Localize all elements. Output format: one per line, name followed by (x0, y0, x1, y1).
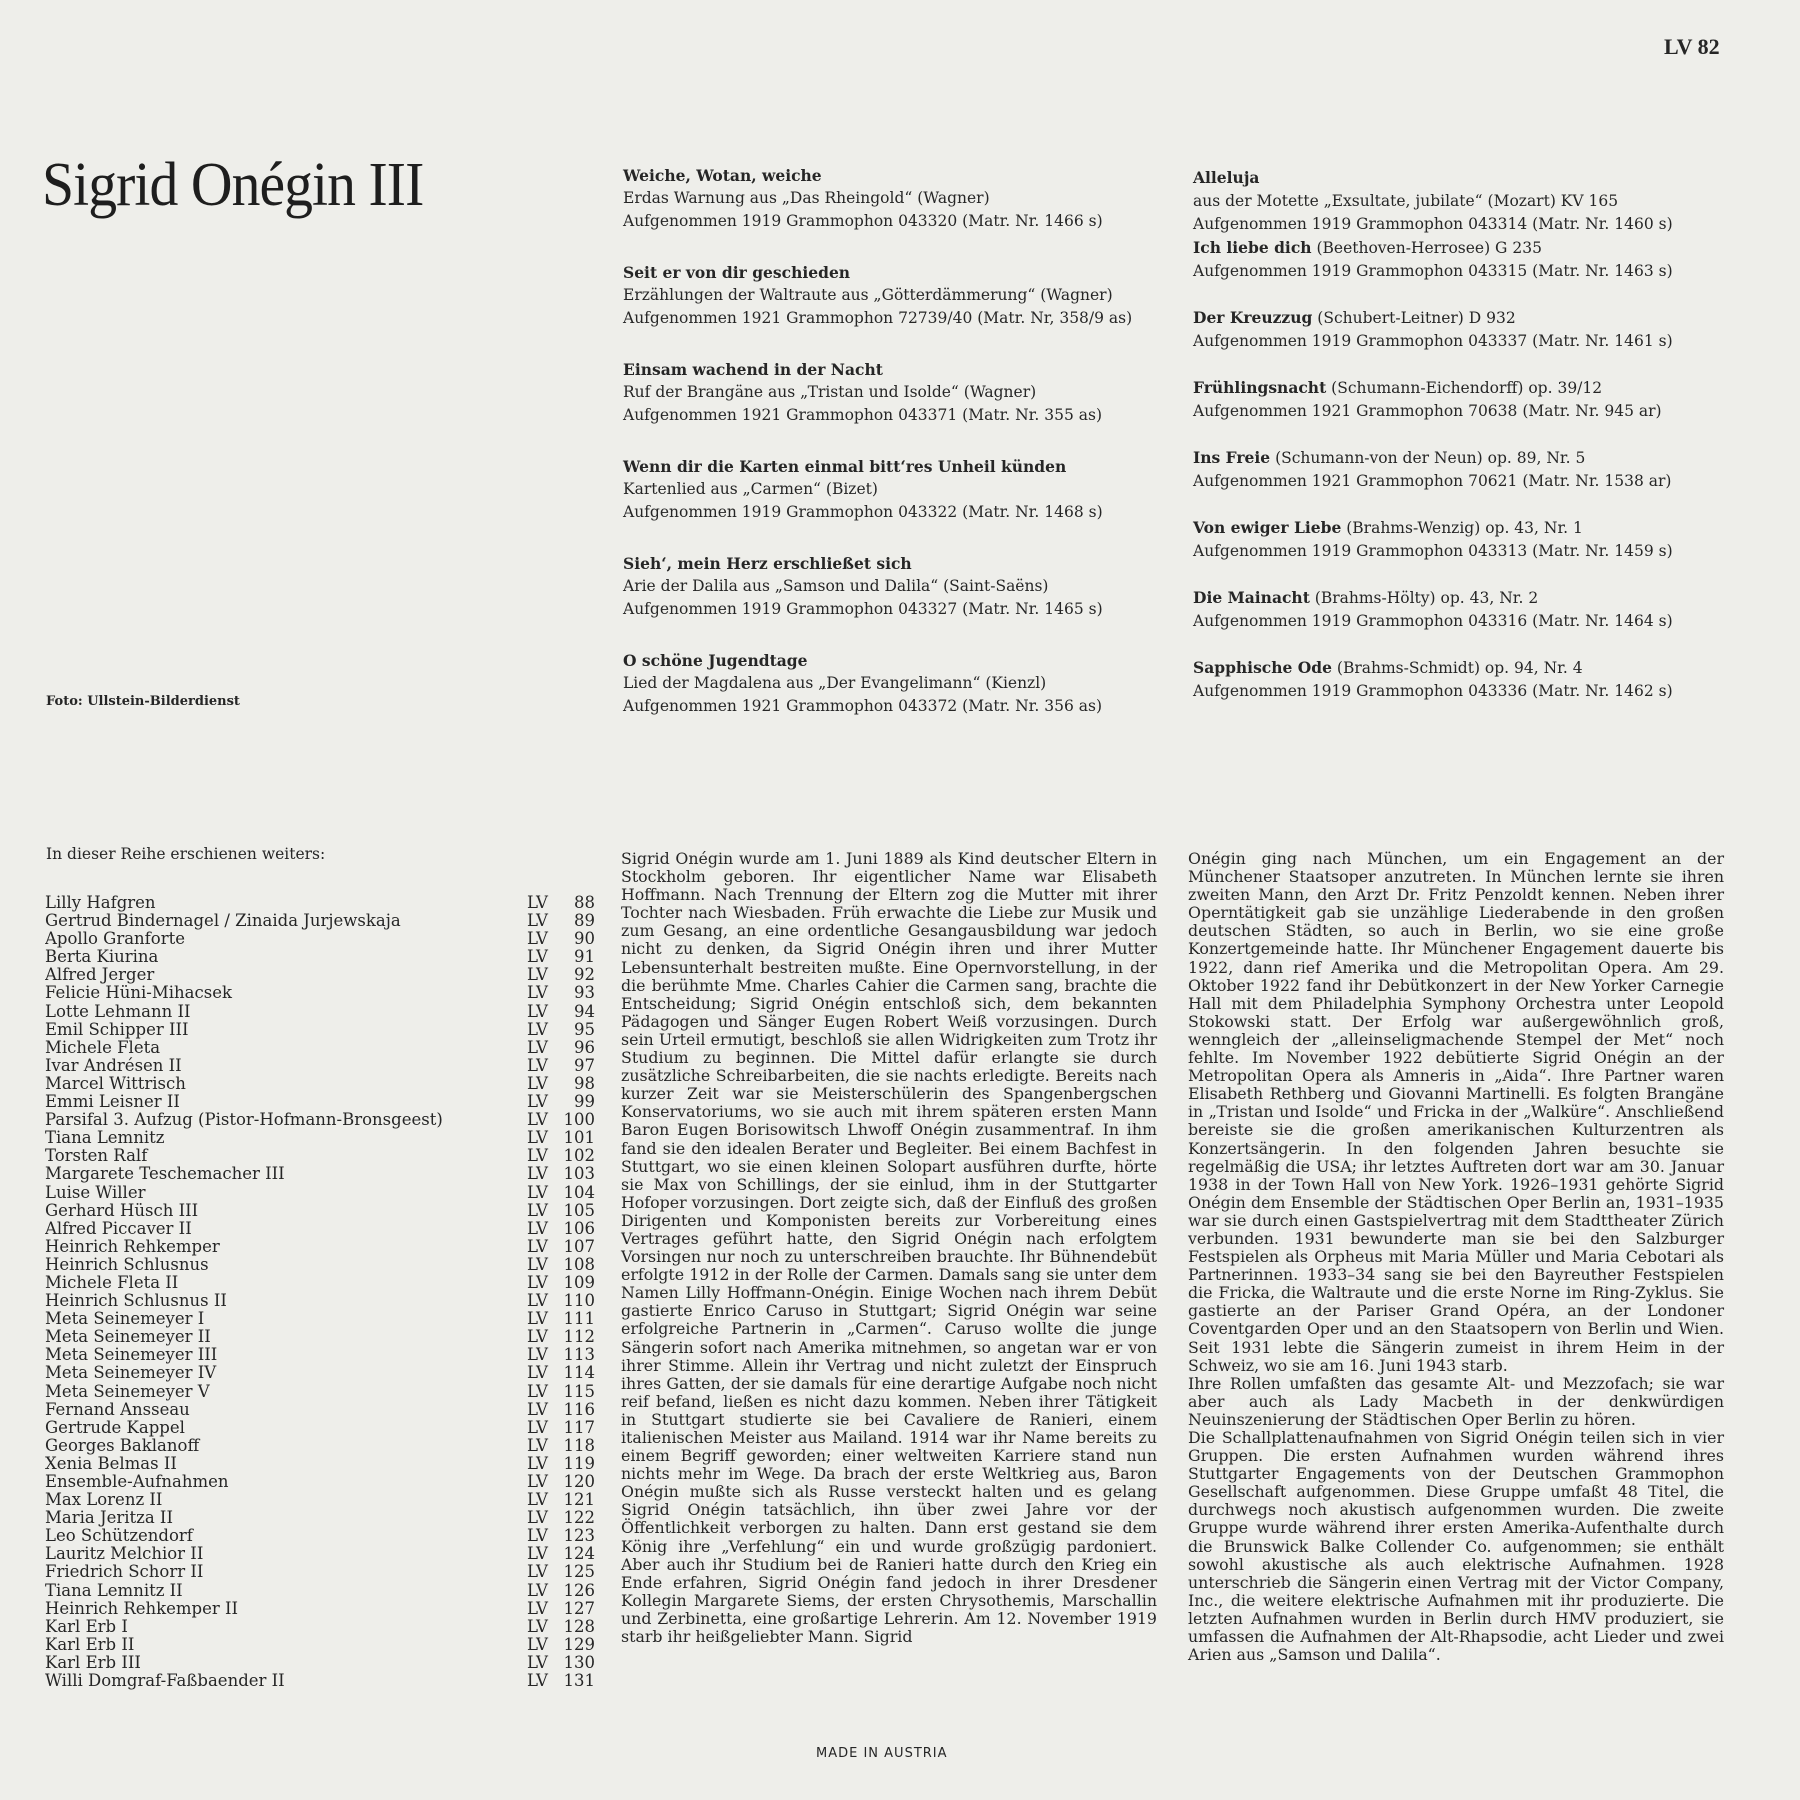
series-item (45, 930, 595, 948)
series-item-prefix: LV (527, 893, 548, 912)
track-composer: (Brahms-Schmidt) op. 94, Nr. 4 (1331, 659, 1583, 677)
catalog-number: LV 82 (1664, 34, 1720, 59)
series-item (45, 1256, 595, 1274)
series-item-prefix: LV (527, 947, 548, 967)
series-item-prefix: LV (527, 983, 548, 1003)
series-item (45, 1057, 595, 1075)
track-item (1193, 166, 1783, 236)
series-item-name: Fernand Ansseau (45, 1400, 190, 1419)
track-source: Arie der Dalila aus „Samson und Dalila“ (Saint-Saëns) (623, 577, 1049, 595)
track-title: Einsam wachend in der Nacht (623, 360, 883, 379)
series-item-number: 95 (574, 1019, 595, 1039)
series-item (45, 1654, 595, 1672)
track-title: Ins Freie (1193, 448, 1271, 467)
track-recording: Aufgenommen 1921 Grammophon 043371 (Matr. Nr. 355 as) (623, 406, 1103, 424)
series-item-number: 123 (563, 1526, 595, 1546)
series-item-number: 122 (563, 1508, 595, 1528)
series-item-name: Marcel Wittrisch (45, 1074, 186, 1093)
series-item-name: Meta Seinemeyer I (45, 1310, 205, 1329)
series-item-prefix: LV (527, 929, 548, 949)
track-item (623, 649, 1183, 746)
album-title: Sigrid Onégin III (42, 151, 424, 219)
series-item-prefix: LV (527, 1200, 548, 1220)
series-item (45, 1093, 595, 1111)
series-item (45, 1202, 595, 1220)
series-item (45, 1039, 595, 1057)
biography-column-1 (621, 850, 1157, 1646)
series-item-prefix: LV (527, 1363, 548, 1383)
series-item-name: Meta Seinemeyer III (45, 1346, 218, 1365)
series-item-prefix: LV (527, 1634, 548, 1654)
series-item-name: Alfred Jerger (45, 966, 155, 985)
series-item (45, 1509, 595, 1527)
series-item-number: 106 (563, 1218, 595, 1238)
series-item-number: 102 (563, 1146, 595, 1166)
series-item (45, 1075, 595, 1093)
track-source: Erdas Warnung aus „Das Rheingold“ (Wagner) (623, 189, 990, 207)
series-item-number: 93 (574, 983, 595, 1003)
series-item (45, 1364, 595, 1382)
track-source: Ruf der Brangäne aus „Tristan und Isolde“ (Wagner) (623, 383, 1037, 401)
series-item-name: Maria Jeritza II (45, 1509, 173, 1528)
series-item (45, 984, 595, 1002)
track-item (1193, 306, 1783, 376)
series-item-name: Tiana Lemnitz (45, 1129, 165, 1148)
biography-column-2 (1188, 850, 1724, 1664)
track-composer: (Beethoven-Herrosee) G 235 (1311, 239, 1542, 257)
track-item (1193, 656, 1783, 726)
series-item-prefix: LV (527, 1381, 548, 1401)
series-item (45, 1147, 595, 1165)
series-item (45, 1274, 595, 1292)
series-item-name: Lotte Lehmann II (45, 1002, 191, 1021)
track-item (623, 358, 1183, 455)
track-item (1193, 236, 1783, 306)
track-title: Weiche, Wotan, weiche (623, 166, 822, 185)
series-item-prefix: LV (527, 1001, 548, 1021)
series-item-prefix: LV (527, 1037, 548, 1057)
series-item-prefix: LV (527, 1671, 548, 1691)
series-item-name: Heinrich Schlusnus II (45, 1292, 227, 1311)
track-recording: Aufgenommen 1919 Grammophon 043336 (Matr. Nr. 1462 s) (1193, 682, 1673, 700)
track-title: Seit er von dir geschieden (623, 263, 851, 282)
series-item (45, 1563, 595, 1581)
track-source: Lied der Magdalena aus „Der Evangelimann“ (Kienzl) (623, 674, 1047, 692)
track-composer: (Schubert-Leitner) D 932 (1312, 309, 1516, 327)
series-item-number: 94 (574, 1001, 595, 1021)
series-item-prefix: LV (527, 1399, 548, 1419)
series-item-number: 88 (574, 893, 595, 912)
series-item-number: 115 (563, 1381, 595, 1401)
series-item-name: Karl Erb II (45, 1635, 135, 1654)
series-item-prefix: LV (527, 1092, 548, 1112)
track-item (1193, 586, 1783, 656)
series-item-prefix: LV (527, 1472, 548, 1491)
series-item-prefix: LV (527, 1580, 548, 1600)
series-item-prefix: LV (527, 1019, 548, 1039)
series-item-number: 130 (563, 1652, 595, 1672)
tracklist-right (1193, 166, 1783, 726)
biography-paragraph: Onégin ging nach München, um ein Engagement an der Münchener Staatsoper anzutreten. In München lernte sie ihren zweiten Mann, den Arzt Dr. Fritz Penzoldt kennen. Neben ihrer Operntätigkeit gab sie unzählige Liederabende in den großen deutschen Städten, so auch in Berlin, wo sie eine große Konzertgemeinde hatte. Ihr Münchener Engagement dauerte bis 1922, dann rief Amerika und die Metropolitan Opera. Am 29. Oktober 1922 fand ihr Debütkonzert in der New Yorker Carnegie Hall mit dem Philadelphia Symphony Orchestra unter Leopold Stokowski statt. Der Erfolg war außergewöhnlich groß, wenngleich der „alleinseligmachende Stempel der Met“ noch fehlte. Im November 1922 debütierte Sigrid Onégin an der Metropolitan Opera als Amneris in „Aida“. Ihre Partner waren Elisabeth Rethberg und Giovanni Martinelli. Es folgten Brangäne in „Tristan und Isolde“ und Fricka in der „Walküre“. Anschließend bereiste sie die großen amerikanischen Kulturzentren als Konzertsängerin. In den folgenden Jahren besuchte sie regelmäßig die USA; ihr letztes Auftreten dort war am 30. Januar 1938 in der Town Hall von New York. 1926–1931 gehörte Sigrid Onégin dem Ensemble der Städtischen Oper Berlin an, 1931–1935 war sie durch einen Gastspielvertrag mit dem Stadttheater Zürich verbunden. 1931 bewunderte man sie bei den Salzburger Festspielen als Orpheus mit Maria Müller und Maria Cebotari als Partnerinnen. 1933–34 sang sie bei den Bayreuther Festspielen die Fricka, die Waltraute und die erste Norne im Ring-Zyklus. Sie gastierte an der Pariser Grand Opéra, an der Londoner Coventgarden Oper und an den Staatsopern von Berlin und Wien. Seit 1931 lebte die Sängerin zumeist in ihrem Heim in der Schweiz, wo sie am 16. Juni 1943 starb. (1188, 849, 1724, 1375)
series-item-number: 89 (574, 911, 595, 931)
series-item (45, 948, 595, 966)
series-item (45, 1636, 595, 1654)
series-item-number: 97 (574, 1055, 595, 1075)
series-item (45, 1328, 595, 1346)
biography-paragraph: Sigrid Onégin wurde am 1. Juni 1889 als Kind deutscher Eltern in Stockholm geboren. Ihr eigentlicher Name war Elisabeth Hoffmann. Nach Trennung der Eltern zog die Mutter mit ihrer Tochter nach Wiesbaden. Früh erwachte die Liebe zur Musik und zum Gesang, an eine ordentliche Gesangausbildung war jedoch nicht zu denken, da Sigrid Onégin ihren und ihrer Mutter Lebensunterhalt bestreiten mußte. Eine Opernvorstellung, in der die berühmte Mme. Charles Cahier die Carmen sang, brachte die Entscheidung; Sigrid Onégin entschloß sich, dem bekannten Pädagogen und Sänger Eugen Robert Weiß vorzusingen. Durch sein Urteil ermutigt, beschloß sie allen Widrigkeiten zum Trotz ihr Studium zu beginnen. Die Mittel dafür erlangte sie durch zusätzliche Schreibarbeiten, die sie nachts erledigte. Bereits nach kurzer Zeit war sie Meisterschülerin des Spangenbergschen Konservatoriums, wo sie auch mit ihrem späteren ersten Mann Baron Eugen Borisowitsch Lhwoff Onégin zusammentraf. In ihm fand sie den idealen Berater und Begleiter. Bei einem Bachfest in Stuttgart, wo sie einen kleinen Solopart ausführen durfte, hörte sie Max von Schillings, der sie einlud, ihm in der Stuttgarter Hofoper vorzusingen. Dort zeigte sich, daß der Einfluß des großen Dirigenten und Komponisten bereits zur Vorbereitung eines Vertrages geführt hatte, den Sigrid Onégin nach erfolgtem Vorsingen nur noch zu unterschreiben brauchte. Ihr Bühnendebüt erfolgte 1912 in der Rolle der Carmen. Damals sang sie unter dem Namen Lilly Hoffmann-Onégin. Einige Wochen nach ihrem Debüt gastierte Enrico Caruso in Stuttgart; Sigrid Onégin war seine erfolgreiche Partnerin in „Carmen“. Caruso wollte die junge Sängerin sofort nach Amerika mitnehmen, so angetan war er von ihrer Stimme. Allein ihr Vertrag und nicht zuletzt der Einspruch ihres Gatten, der sie damals für eine derartige Aufgabe noch nicht reif befand, ließen es nicht dazu kommen. Neben ihrer Tätigkeit in Stuttgart studierte sie bei Cavaliere de Ranieri, einem italienischen Meister aus Mailand. 1914 war ihr Name bereits zu einem Begriff geworden; einer weltweiten Karriere stand nun nichts mehr im Wege. Da brach der erste Weltkrieg aus, Baron Onégin mußte sich als Russe versteckt halten und es gelang Sigrid Onégin tatsächlich, ihn über zwei Jahre vor der Öffentlichkeit verborgen zu halten. Dann erst gestand sie dem König ihre „Verfehlung“ ein und wurde großzügig pardoniert. Aber auch ihr Studium bei de Ranieri hatte durch den Krieg ein Ende erfahren, Sigrid Onégin fand jedoch in ihrer Dresdener Kollegin Margarete Siems, der ersten Chrysothemis, Marschallin und Zerbinetta, eine großartige Lehrerin. Am 12. November 1919 starb ihr heißgeliebter Mann. Sigrid (621, 849, 1157, 1647)
series-item-number: 92 (574, 965, 595, 985)
series-item-prefix: LV (527, 1453, 548, 1473)
series-item-number: 116 (563, 1399, 595, 1419)
series-item-name: Heinrich Schlusnus (45, 1255, 209, 1274)
series-item-prefix: LV (527, 1345, 548, 1365)
track-title: Ich liebe dich (1193, 238, 1312, 257)
series-item-name: Luise Willer (45, 1183, 146, 1202)
series-item-number: 114 (563, 1363, 595, 1383)
series-item-name: Tiana Lemnitz II (45, 1581, 183, 1600)
series-item-prefix: LV (527, 1309, 548, 1329)
series-item-prefix: LV (527, 1128, 548, 1148)
series-item-prefix: LV (527, 1652, 548, 1672)
series-item-number: 113 (563, 1345, 595, 1365)
track-recording: Aufgenommen 1919 Grammophon 043313 (Matr. Nr. 1459 s) (1193, 542, 1673, 560)
series-item-name: Willi Domgraf-Faßbaender II (45, 1672, 285, 1691)
series-item (45, 1184, 595, 1202)
series-item-name: Friedrich Schorr II (45, 1563, 204, 1582)
series-item-prefix: LV (527, 1435, 548, 1455)
series-heading: In dieser Reihe erschienen weiters: (46, 845, 326, 863)
track-title: Von ewiger Liebe (1193, 518, 1342, 537)
series-item (45, 1437, 595, 1455)
track-title: Der Kreuzzug (1193, 308, 1313, 327)
series-item-name: Meta Seinemeyer V (45, 1382, 210, 1401)
series-item-prefix: LV (527, 1218, 548, 1238)
series-item-prefix: LV (527, 1073, 548, 1093)
series-item-prefix: LV (527, 1272, 548, 1292)
series-item-name: Leo Schützendorf (45, 1527, 193, 1546)
series-item-prefix: LV (527, 1110, 548, 1130)
track-source: Kartenlied aus „Carmen“ (Bizet) (623, 480, 878, 498)
series-item-name: Meta Seinemeyer IV (45, 1364, 217, 1383)
track-item (623, 455, 1183, 552)
track-title: Wenn dir die Karten einmal bitt‘res Unheil künden (623, 457, 1067, 476)
series-item-number: 118 (563, 1435, 595, 1455)
track-composer: (Schumann-von der Neun) op. 89, Nr. 5 (1270, 449, 1586, 467)
series-item-prefix: LV (527, 965, 548, 985)
track-recording: Aufgenommen 1919 Grammophon 043337 (Matr. Nr. 1461 s) (1193, 332, 1673, 350)
series-item-number: 124 (563, 1544, 595, 1564)
series-item-prefix: LV (527, 1236, 548, 1256)
series-item-prefix: LV (527, 1616, 548, 1636)
series-item-number: 99 (574, 1092, 595, 1112)
made-in-label: MADE IN AUSTRIA (816, 1746, 948, 1761)
series-item-number: 105 (563, 1200, 595, 1220)
series-item-number: 96 (574, 1037, 595, 1057)
series-item-number: 129 (563, 1634, 595, 1654)
series-item-name: Felicie Hüni-Mihacsek (45, 984, 232, 1003)
track-source: aus der Motette „Exsultate, jubilate“ (Mozart) KV 165 (1193, 192, 1619, 210)
series-item-name: Karl Erb III (45, 1653, 141, 1672)
track-recording: Aufgenommen 1919 Grammophon 043327 (Matr. Nr. 1465 s) (623, 600, 1103, 618)
track-item (623, 261, 1183, 358)
track-composer: (Brahms-Wenzig) op. 43, Nr. 1 (1341, 519, 1583, 537)
track-item (1193, 376, 1783, 446)
track-item (623, 164, 1183, 261)
series-item (45, 1473, 595, 1491)
series-item-number: 100 (563, 1110, 595, 1130)
series-item-number: 121 (563, 1490, 595, 1510)
series-item (45, 1003, 595, 1021)
series-item-number: 107 (563, 1236, 595, 1256)
series-item-name: Lilly Hafgren (45, 894, 156, 912)
track-recording: Aufgenommen 1921 Grammophon 72739/40 (Matr. Nr, 358/9 as) (623, 309, 1133, 327)
series-item-name: Michele Fleta (45, 1038, 161, 1057)
series-item-name: Emmi Leisner II (45, 1093, 180, 1112)
series-item-name: Torsten Ralf (45, 1147, 148, 1166)
track-composer: (Schumann-Eichendorff) op. 39/12 (1326, 379, 1603, 397)
series-item-number: 126 (563, 1580, 595, 1600)
series-item-prefix: LV (527, 1055, 548, 1075)
track-recording: Aufgenommen 1919 Grammophon 043316 (Matr. Nr. 1464 s) (1193, 612, 1673, 630)
series-item-prefix: LV (527, 1417, 548, 1437)
series-item-number: 127 (563, 1598, 595, 1618)
series-item-number: 109 (563, 1272, 595, 1292)
series-item-prefix: LV (527, 911, 548, 931)
series-item-name: Berta Kiurina (45, 948, 159, 967)
track-recording: Aufgenommen 1921 Grammophon 70638 (Matr. Nr. 945 ar) (1193, 402, 1662, 420)
series-item-number: 117 (563, 1417, 595, 1437)
series-item-name: Heinrich Rehkemper II (45, 1599, 239, 1618)
track-recording: Aufgenommen 1919 Grammophon 043320 (Matr. Nr. 1466 s) (623, 212, 1103, 230)
series-item-name: Meta Seinemeyer II (45, 1328, 211, 1347)
series-item (45, 1600, 595, 1618)
series-item-number: 90 (574, 929, 595, 949)
track-item (623, 552, 1183, 649)
series-item-number: 98 (574, 1073, 595, 1093)
series-item (45, 1021, 595, 1039)
series-item (45, 1129, 595, 1147)
series-item-name: Xenia Belmas II (45, 1454, 177, 1473)
photo-credit: Foto: Ullstein-Bilderdienst (46, 694, 240, 709)
series-item-name: Michele Fleta II (45, 1273, 179, 1292)
series-item (45, 1238, 595, 1256)
series-item-name: Margarete Teschemacher III (45, 1165, 285, 1184)
series-item-number: 104 (563, 1182, 595, 1202)
series-item (45, 1220, 595, 1238)
track-composer: (Brahms-Hölty) op. 43, Nr. 2 (1309, 589, 1539, 607)
track-recording: Aufgenommen 1921 Grammophon 70621 (Matr. Nr. 1538 ar) (1193, 472, 1672, 490)
series-item (45, 1165, 595, 1183)
series-item-prefix: LV (527, 1164, 548, 1184)
series-item-prefix: LV (527, 1182, 548, 1202)
track-title: Sieh‘, mein Herz erschließet sich (623, 554, 912, 573)
track-item (1193, 446, 1783, 516)
track-recording: Aufgenommen 1919 Grammophon 043315 (Matr. Nr. 1463 s) (1193, 262, 1673, 280)
series-item-prefix: LV (527, 1146, 548, 1166)
series-item-name: Gertrude Kappel (45, 1418, 185, 1437)
series-item-number: 111 (563, 1309, 595, 1329)
series-item-number: 128 (563, 1616, 595, 1636)
series-item-number: 108 (563, 1254, 595, 1274)
series-item-name: Ensemble-Aufnahmen (45, 1473, 229, 1491)
series-item (45, 1111, 595, 1129)
biography-paragraph: Ihre Rollen umfaßten das gesamte Alt- und Mezzofach; sie war aber auch als Lady Macbeth in der denkwürdigen Neuinszenierung der Städtischen Oper Berlin zu hören. (1188, 1373, 1724, 1429)
series-item-name: Heinrich Rehkemper (45, 1237, 220, 1256)
series-item (45, 1582, 595, 1600)
series-item-name: Parsifal 3. Aufzug (Pistor-Hofmann-Bronsgeest) (45, 1111, 443, 1130)
series-item-prefix: LV (527, 1508, 548, 1528)
series-item-prefix: LV (527, 1562, 548, 1582)
series-item (45, 966, 595, 984)
track-title: Frühlingsnacht (1193, 378, 1327, 397)
tracklist-left (623, 164, 1183, 746)
series-item-number: 103 (563, 1164, 595, 1184)
series-item (45, 1491, 595, 1509)
series-item-prefix: LV (527, 1526, 548, 1546)
series-item-number: 119 (563, 1453, 595, 1473)
series-item-number: 112 (563, 1327, 595, 1347)
series-item-number: 120 (563, 1472, 595, 1491)
series-item-prefix: LV (527, 1254, 548, 1274)
series-item (45, 912, 595, 930)
series-item-prefix: LV (527, 1490, 548, 1510)
series-item-name: Karl Erb I (45, 1617, 128, 1636)
series-item (45, 1545, 595, 1563)
series-item-number: 125 (563, 1562, 595, 1582)
series-item (45, 894, 595, 912)
series-item (45, 1346, 595, 1364)
series-item-name: Emil Schipper III (45, 1020, 189, 1039)
series-item (45, 1527, 595, 1545)
track-title: Sapphische Ode (1193, 658, 1332, 677)
biography-paragraph: Die Schallplattenaufnahmen von Sigrid Onégin teilen sich in vier Gruppen. Die ersten Aufnahmen wurden während ihres Stuttgarter Engagements von der Deutschen Grammophon Gesellschaft aufgenommen. Diese Gruppe umfaßt 48 Titel, die durchwegs noch akustisch aufgenommen wurden. Die zweite Gruppe wurde während ihrer ersten Amerika-Aufenthalte durch die Brunswick Balke Collender Co. aufgenommen; sie enthält sowohl akustische als auch elektrische Aufnahmen. 1928 unterschrieb die Sängerin einen Vertrag mit der Victor Company, Inc., die weitere elektrische Aufnahmen mit ihr produzierte. Die letzten Aufnahmen wurden in Berlin durch HMV produziert, sie umfassen die Aufnahmen der Alt-Rhapsodie, acht Lieder und zwei Arien aus „Samson und Dalila“. (1188, 1428, 1724, 1665)
series-item-prefix: LV (527, 1544, 548, 1564)
series-item (45, 1419, 595, 1437)
series-item-name: Gertrud Bindernagel / Zinaida Jurjewskaja (45, 912, 401, 931)
series-item-name: Georges Baklanoff (45, 1436, 200, 1455)
track-item (1193, 516, 1783, 586)
series-item-name: Max Lorenz II (45, 1491, 163, 1510)
series-item (45, 1310, 595, 1328)
series-item-number: 91 (574, 947, 595, 967)
series-item-number: 101 (563, 1128, 595, 1148)
track-recording: Aufgenommen 1919 Grammophon 043322 (Matr. Nr. 1468 s) (623, 503, 1103, 521)
series-item (45, 1292, 595, 1310)
series-item (45, 1672, 595, 1690)
series-item (45, 1455, 595, 1473)
series-item-name: Lauritz Melchior II (45, 1545, 204, 1564)
series-item-name: Apollo Granforte (45, 930, 186, 949)
series-item (45, 1383, 595, 1401)
series-item-name: Alfred Piccaver II (45, 1219, 192, 1238)
series-item-number: 110 (563, 1291, 595, 1311)
track-recording: Aufgenommen 1921 Grammophon 043372 (Matr. Nr. 356 as) (623, 697, 1103, 715)
track-recording: Aufgenommen 1919 Grammophon 043314 (Matr. Nr. 1460 s) (1193, 215, 1673, 233)
series-item-number: 131 (563, 1671, 595, 1691)
track-title: Alleluja (1193, 168, 1260, 187)
track-title: O schöne Jugendtage (623, 651, 808, 670)
series-item-name: Gerhard Hüsch III (45, 1201, 199, 1220)
series-item (45, 1401, 595, 1419)
series-list (45, 894, 595, 1690)
series-item-prefix: LV (527, 1291, 548, 1311)
track-title: Die Mainacht (1193, 588, 1310, 607)
series-item-prefix: LV (527, 1327, 548, 1347)
series-item-name: Ivar Andrésen II (45, 1056, 182, 1075)
series-item-prefix: LV (527, 1598, 548, 1618)
series-item (45, 1618, 595, 1636)
track-source: Erzählungen der Waltraute aus „Götterdämmerung“ (Wagner) (623, 286, 1113, 304)
